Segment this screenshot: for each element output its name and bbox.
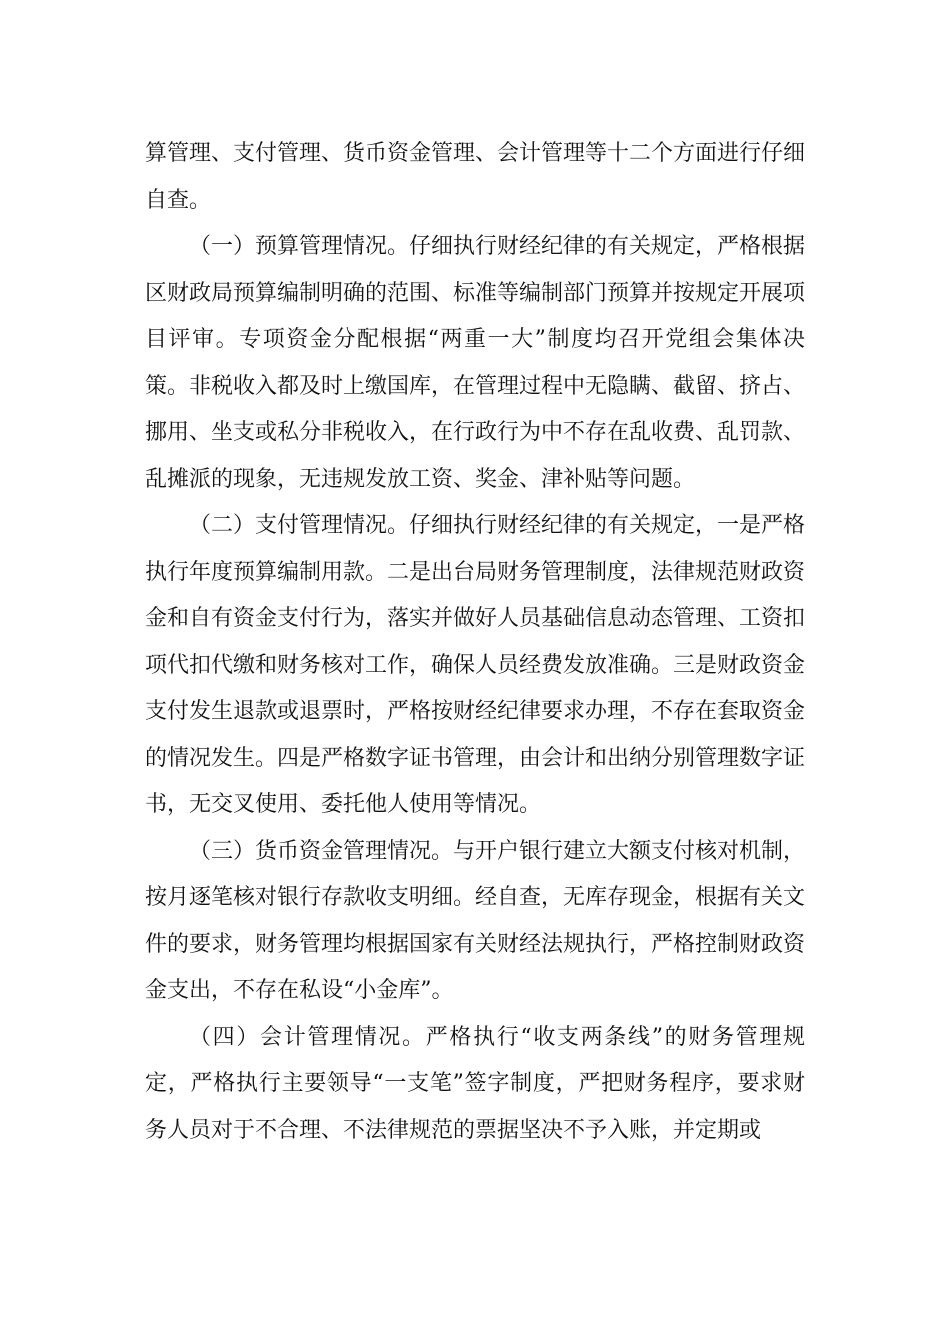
document-body — [145, 131, 805, 1154]
paragraph-continuation: 算管理、支付管理、货币资金管理、会计管理等十二个方面进行仔细自查。 — [145, 141, 806, 213]
paragraph-payment-management: （二）支付管理情况。仔细执行财经纪律的有关规定，一是严格执行年度预算编制用款。二是出台局财务管理制度，法律规范财政资金和自有资金支付行为，落实并做好人员基础信息动态管理、工资扣项代扣代缴和财务核对工作，确保人员经费发放准确。三是财政资金支付发生退款或退票时，严格按财经纪律要求办理，不存在套取资金的情况发生。四是严格数字证书管理，由会计和出纳分别管理数字证书，无交叉使用、委托他人使用等情况。 — [145, 513, 806, 817]
paragraph-monetary-fund-management: （三）货币资金管理情况。与开户银行建立大额支付核对机制，按月逐笔核对银行存款收支明细。经自查，无库存现金，根据有关文件的要求，财务管理均根据国家有关财经法规执行，严格控制财政资金支出，不存在私设“小金库”。 — [145, 838, 806, 1003]
paragraph-accounting-management: （四）会计管理情况。严格执行“收支两条线”的财务管理规定，严格执行主要领导“一支笔”签字制度，严把财务程序，要求财务人员对于不合理、不法律规范的票据坚决不予入账，并定期或 — [145, 1024, 805, 1143]
paragraph-budget-management: （一）预算管理情况。仔细执行财经纪律的有关规定，严格根据区财政局预算编制明确的范围、标准等编制部门预算并按规定开展项目评审。专项资金分配根据“两重一大”制度均召开党组会集体决策。非税收入都及时上缴国库，在管理过程中无隐瞒、截留、挤占、挪用、坐支或私分非税收入，在行政行为中不存在乱收费、乱罚款、乱摊派的现象，无违规发放工资、奖金、津补贴等问题。 — [145, 234, 806, 492]
